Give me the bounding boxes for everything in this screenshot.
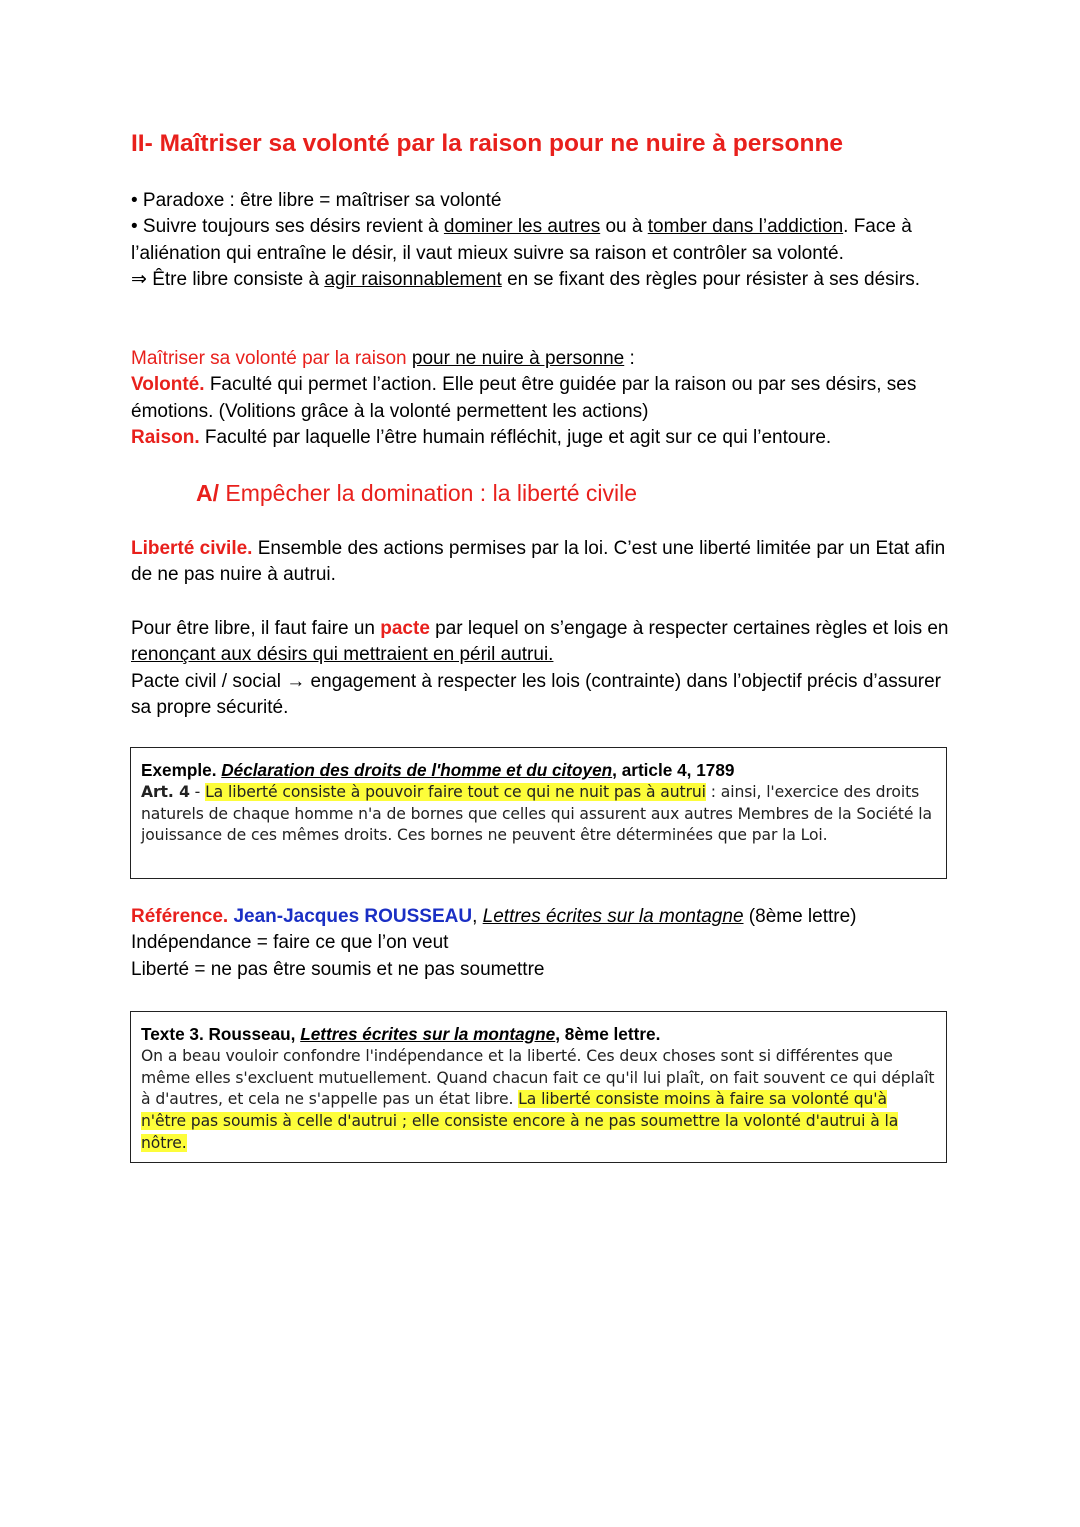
pacte-social-line: Pacte civil / social → engagement à respecter les lois (contrainte) dans l’objectif précis d’assurer sa propre sécurité. [131,670,941,718]
text-box-body: On a beau vouloir confondre l'indépendance et la liberté. Ces deux choses sont si différentes que même elles s'excluent mutuellement. Quand chacun fait ce qu'il lui plaît, on fait souvent ce qui déplaît à d'autres, et cela ne s'appelle pas un état libre. La liberté consiste moins à faire sa volonté qu'à n'être pas soumis à celle d'autrui ; elle consiste encore à ne pas soumettre la volonté d'autrui à la nôtre. [141,1046,935,1152]
example-box-title: Exemple. Déclaration des droits de l'homme et du citoyen, article 4, 1789 [141,760,735,780]
work-title: Lettres écrites sur la montagne [482,906,744,927]
text-box-title: Texte 3. Rousseau, Lettres écrites sur la montagne, 8ème lettre. [141,1024,661,1044]
example-box [130,747,947,879]
definition-raison: Raison. Faculté par laquelle l’être humain réfléchit, juge et agit sur ce qui l’entoure. [131,426,832,448]
term-liberte-civile: Liberté civile. [131,538,253,559]
definition-liberte-civile: Liberté civile. Ensemble des actions permises par la loi. C’est une liberté limitée par un Etat afin de ne pas nuire à autrui. [131,538,946,586]
term-raison: Raison. [131,426,200,448]
intro-block [131,188,961,293]
example-box-body: Art. 4 - La liberté consiste à pouvoir faire tout ce qui ne nuit pas à autrui : ainsi, l'exercice des droits naturels de chaque homme n'a de bornes que celles qui assurent aux autres Membres de la Société la jouissance de ces mêmes droits. Ces bornes ne peuvent être déterminées que par la Loi. [141,782,932,845]
underlined-dominer: dominer les autres [443,216,601,238]
bullet-paradoxe: • Paradoxe : être libre = maîtriser sa volonté [131,190,502,211]
highlighted-passage: La liberté consiste moins à faire sa volonté qu'à n'être pas soumis à celle d'autrui ; elle consiste encore à ne pas soumettre la volonté d'autrui à la nôtre. [141,1090,899,1152]
text-box [130,1011,947,1163]
definitions-block [131,346,961,451]
bullet-desirs: • Suivre toujours ses désirs revient à dominer les autres ou à tomber dans l’addiction. Face à l’aliénation qui entraîne le désir, il vaut mieux suivre sa raison et contrôler sa volonté. [131,216,912,264]
subsection-title: A/ Empêcher la domination : la liberté civile [196,480,638,506]
highlighted-quote: La liberté consiste à pouvoir faire tout ce qui ne nuit pas à autrui [205,782,706,801]
pacte-block: Pour être libre, il faut faire un pacte par lequel on s’engage à respecter certaines règles et lois en renonçant aux désirs qui mettraient en péril autrui. Pacte civil / social → engagement à respecter les lois (contrainte) dans l’objectif précis d’assurer sa propre sécurité. [131,616,961,721]
author-name: Jean-Jacques ROUSSEAU [228,906,473,927]
conclusion-line: ⇒ Être libre consiste à agir raisonnablement en se fixant des règles pour résister à ses désirs. [131,268,920,290]
reference-independance: Indépendance = faire ce que l’on veut [131,932,449,954]
section-title: II- Maîtriser sa volonté par la raison pour ne nuire à personne [131,130,844,157]
underlined-addiction: tomber dans l’addiction [647,216,844,238]
definition-volonte: Volonté. Faculté qui permet l’action. Elle peut être guidée par la raison ou par ses désirs, ses émotions. (Volitions grâce à la volonté permettent les actions) [131,374,917,422]
underlined-agir: agir raisonnablement [324,268,502,290]
reference-liberte: Liberté = ne pas être soumis et ne pas soumettre [131,958,545,980]
reference-line: Référence. Jean-Jacques ROUSSEAU, Lettres écrites sur la montagne (8ème lettre) [131,906,857,927]
term-pacte: pacte [380,618,430,639]
reference-block [131,904,961,983]
definitions-heading: Maîtriser sa volonté par la raison pour ne nuire à personne : [131,348,635,369]
term-volonte: Volonté. [131,374,205,396]
